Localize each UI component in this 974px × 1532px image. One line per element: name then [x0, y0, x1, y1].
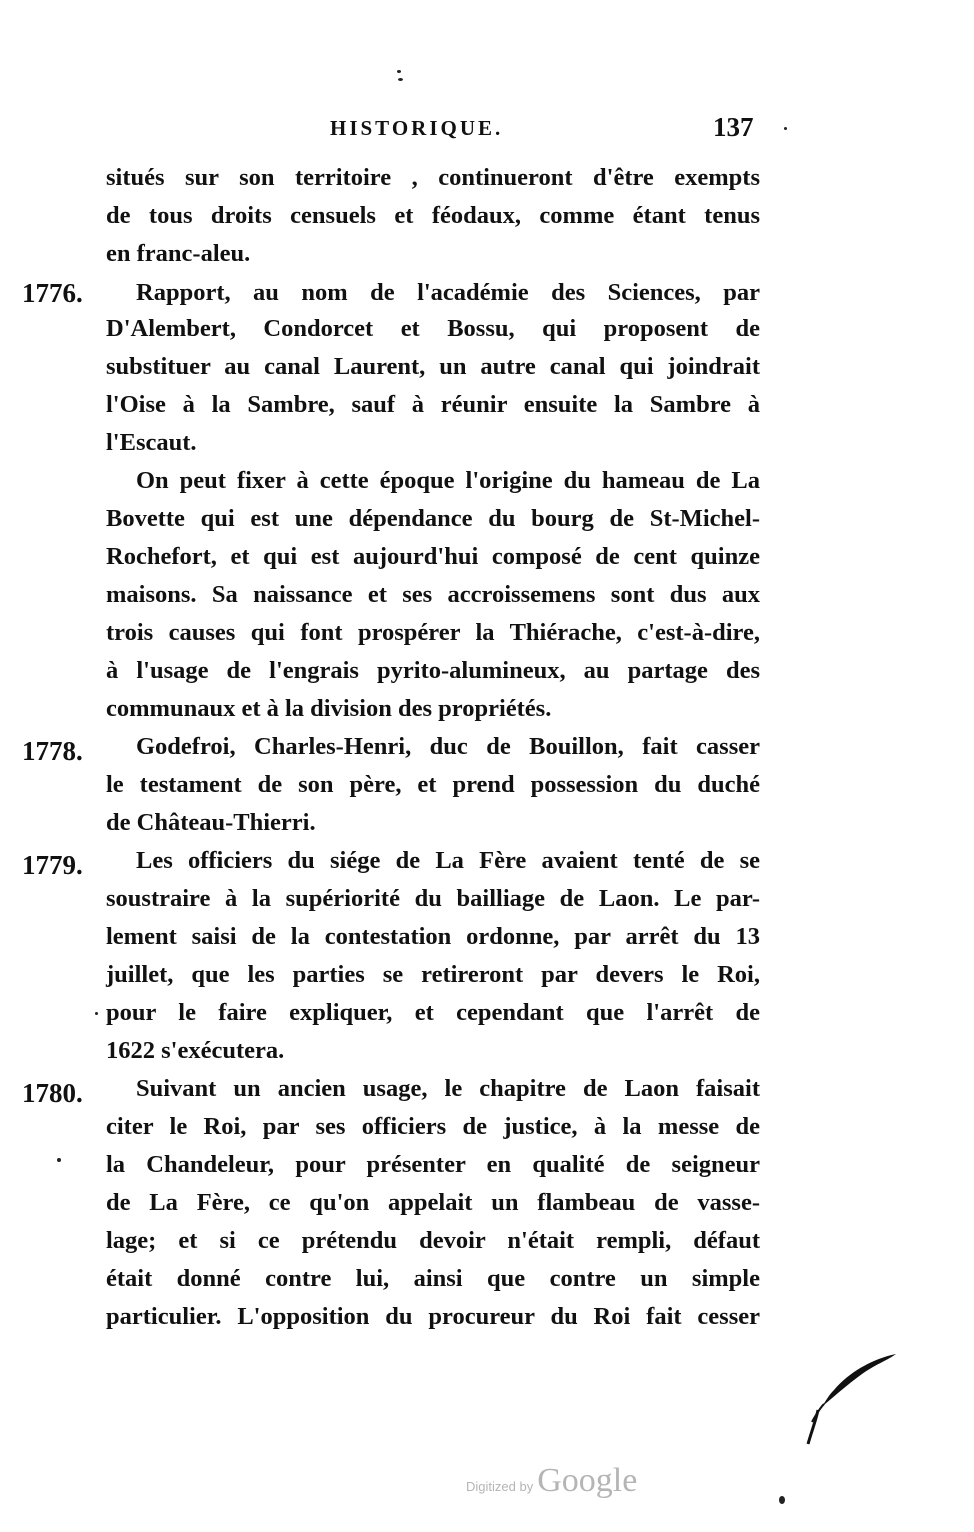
- text-line: lement saisi de la contestation ordonne, par arrêt du 13: [106, 923, 760, 950]
- ink-stroke-mark: [796, 1348, 906, 1458]
- text-line: communaux et à la division des propriétés.: [106, 695, 552, 722]
- text-line: de tous droits censuels et féodaux, comme étant tenus: [106, 202, 760, 229]
- text-line: lage; et si ce prétendu devoir n'était rempli, défaut: [106, 1227, 760, 1254]
- text-line: On peut fixer à cette époque l'origine du hameau de La: [136, 467, 760, 494]
- digitized-by-google-watermark: [466, 1462, 637, 1500]
- text-line: était donné contre lui, ainsi que contre un simple: [106, 1265, 760, 1292]
- text-line: de Château-Thierri.: [106, 809, 316, 836]
- watermark-prefix: Digitized by: [466, 1479, 534, 1494]
- text-line: Suivant un ancien usage, le chapitre de Laon faisait: [136, 1075, 760, 1102]
- ink-speck: [57, 1158, 61, 1162]
- text-line: situés sur son territoire , continueront d'être exempts: [106, 164, 760, 191]
- text-line: Godefroi, Charles-Henri, duc de Bouillon, fait casser: [136, 733, 760, 760]
- text-line: juillet, que les parties se retireront par devers le Roi,: [106, 961, 760, 988]
- ink-speck: [95, 1012, 98, 1015]
- text-line: l'Escaut.: [106, 429, 197, 456]
- text-line: pour le faire expliquer, et cependant que l'arrêt de: [106, 999, 760, 1026]
- running-title: HISTORIQUE.: [330, 116, 504, 140]
- text-line: substituer au canal Laurent, un autre canal qui joindrait: [106, 353, 760, 380]
- year-label: 1776.: [22, 278, 83, 308]
- text-line: en franc-aleu.: [106, 240, 251, 267]
- text-line: l'Oise à la Sambre, sauf à réunir ensuite la Sambre à: [106, 391, 760, 418]
- text-line: maisons. Sa naissance et ses accroissemens sont dus aux: [106, 581, 760, 608]
- ink-speck: [397, 70, 401, 73]
- text-line: D'Alembert, Condorcet et Bossu, qui proposent de: [106, 315, 760, 342]
- text-line: Rapport, au nom de l'académie des Sciences, par: [136, 279, 760, 306]
- ink-speck: [784, 127, 787, 130]
- text-line: 1622 s'exécutera.: [106, 1037, 285, 1064]
- ink-speck: [779, 1496, 785, 1504]
- text-line: la Chandeleur, pour présenter en qualité de seigneur: [106, 1151, 760, 1178]
- text-line: Les officiers du siége de La Fère avaient tenté de se: [136, 847, 760, 874]
- year-label: 1779.: [22, 850, 83, 880]
- year-label: 1778.: [22, 736, 83, 766]
- text-line: soustraire à la supériorité du bailliage de Laon. Le par-: [106, 885, 760, 912]
- google-logo: Google: [537, 1462, 638, 1499]
- text-line: à l'usage de l'engrais pyrito-alumineux, au partage des: [106, 657, 760, 684]
- page-number: 137: [713, 112, 754, 142]
- text-line: particulier. L'opposition du procureur du Roi fait cesser: [106, 1303, 760, 1330]
- year-label: 1780.: [22, 1078, 83, 1108]
- text-line: Rochefort, et qui est aujourd'hui composé de cent quinze: [106, 543, 760, 570]
- text-line: le testament de son père, et prend possession du duché: [106, 771, 760, 798]
- text-line: Bovette qui est une dépendance du bourg de St-Michel-: [106, 505, 760, 532]
- ink-speck: [398, 78, 403, 81]
- text-line: de La Fère, ce qu'on appelait un flambeau de vasse-: [106, 1189, 760, 1216]
- text-line: trois causes qui font prospérer la Thiérache, c'est-à-dire,: [106, 619, 760, 646]
- text-line: citer le Roi, par ses officiers de justice, à la messe de: [106, 1113, 760, 1140]
